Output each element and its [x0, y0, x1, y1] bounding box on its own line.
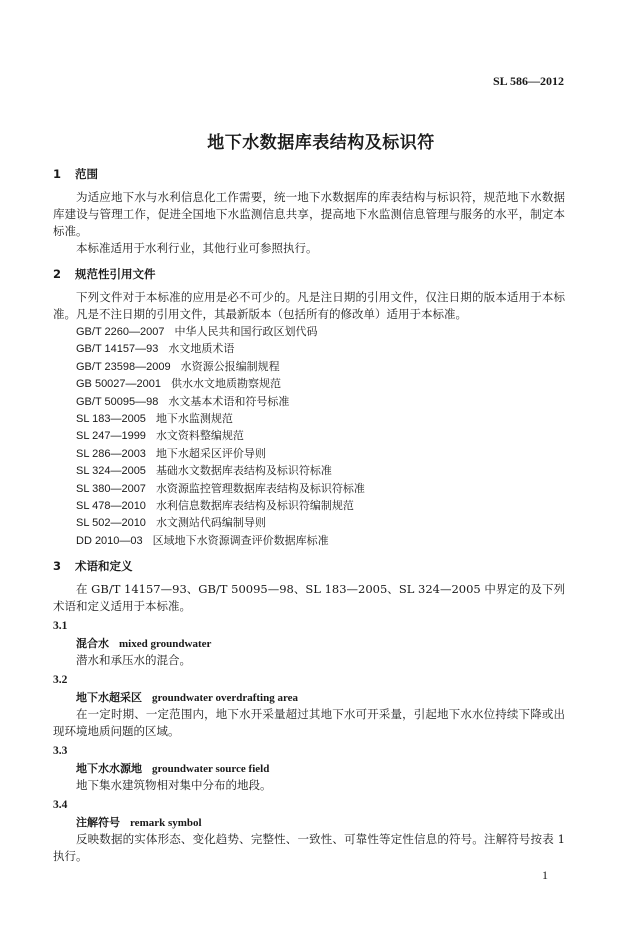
reference-name: 供水水文地质勘察规范 — [171, 377, 282, 391]
term-name — [53, 814, 565, 831]
term-name — [53, 689, 565, 706]
term-name-en: mixed groundwater — [119, 638, 212, 651]
reference-item — [53, 427, 565, 444]
reference-name: 水文基本术语和符号标准 — [168, 394, 290, 408]
term-name — [53, 635, 565, 652]
reference-code: DD 2010—03 — [76, 534, 143, 547]
reference-code: SL 247—1999 — [76, 430, 146, 443]
standard-code: SL 586—2012 — [492, 74, 564, 88]
section-number: 3 — [53, 559, 62, 574]
reference-item — [53, 358, 565, 375]
reference-item — [53, 497, 565, 514]
reference-code: GB/T 14157—93 — [76, 343, 159, 356]
reference-code: SL 502—2010 — [76, 517, 146, 530]
reference-name: 地下水超采区评价导则 — [155, 446, 266, 460]
term-name-cn: 注解符号 — [76, 816, 120, 830]
scope-paragraph: 为适应地下水与水利信息化工作需要，统一地下水数据库的库表结构与标识符，规范地下水数据库建设与管理工作，促进全国地下水监测信息共享，提高地下水监测信息管理与服务的水平，制定本标准。 — [53, 190, 565, 238]
term-name-en: remark symbol — [130, 817, 202, 830]
reference-item — [53, 340, 565, 357]
reference-name: 水利信息数据库表结构及标识符编制规范 — [155, 498, 354, 512]
reference-item — [53, 514, 565, 531]
reference-item — [53, 532, 565, 549]
reference-code: SL 380—2007 — [76, 482, 146, 495]
reference-name: 水文测站代码编制导则 — [155, 516, 266, 530]
term-name-cn: 混合水 — [76, 637, 109, 651]
term-definition: 反映数据的实体形态、变化趋势、完整性、一致性、可靠性等定性信息的符号。注解符号按表 1 执行。 — [53, 832, 565, 864]
reference-item — [53, 445, 565, 462]
reference-code: GB/T 23598—2009 — [76, 360, 171, 373]
references-intro: 下列文件对于本标准的应用是必不可少的。凡是注日期的引用文件，仅注日期的版本适用于本标准。凡是不注日期的引用文件，其最新版本（包括所有的修改单）适用于本标准。 — [53, 290, 565, 321]
reference-item — [53, 462, 565, 479]
reference-name: 区域地下水资源调查评价数据库标准 — [152, 533, 329, 547]
term-name-cn: 地下水超采区 — [76, 691, 142, 705]
section-number: 1 — [53, 167, 62, 181]
section-heading-references — [53, 266, 565, 283]
term-number: 3.4 — [53, 799, 68, 812]
reference-name: 水资源公报编制规程 — [180, 359, 280, 373]
term-name — [53, 760, 565, 777]
term-name-en: groundwater overdrafting area — [152, 692, 299, 705]
section-title: 范围 — [75, 167, 98, 181]
reference-code: SL 286—2003 — [76, 447, 146, 460]
reference-name: 基础水文数据库表结构及标识符标准 — [155, 464, 332, 478]
reference-name: 中华人民共和国行政区划代码 — [174, 325, 318, 338]
reference-item — [53, 375, 565, 392]
document-body — [53, 166, 565, 865]
scope-applicability: 本标准适用于水利行业，其他行业可参照执行。 — [76, 241, 318, 255]
reference-code: SL 478—2010 — [76, 499, 146, 512]
reference-name: 水文地质术语 — [168, 342, 235, 356]
reference-list — [53, 323, 565, 549]
reference-item — [53, 410, 565, 427]
reference-code: GB/T 50095—98 — [76, 395, 159, 408]
term-number: 3.3 — [53, 745, 68, 758]
section-heading-scope — [53, 166, 565, 183]
reference-name: 水文资料整编规范 — [155, 429, 244, 443]
reference-name: 地下水监测规范 — [155, 411, 233, 425]
reference-name: 水资源监控管理数据库表结构及标识符标准 — [155, 481, 365, 495]
term-definition: 在一定时期、一定范围内，地下水开采量超过其地下水可开采量，引起地下水水位持续下降或出现环境地质问题的区域。 — [53, 707, 565, 739]
reference-item — [53, 323, 565, 340]
terms-intro: 在 GB/T 14157—93、GB/T 50095—98、SL 183—2005、SL 324—2005 中界定的及下列术语和定义适用于本标准。 — [53, 582, 565, 614]
term-name-en: groundwater source field — [152, 763, 270, 776]
section-title: 术语和定义 — [75, 559, 133, 574]
reference-item — [53, 480, 565, 497]
reference-code: GB 50027—2001 — [76, 378, 162, 391]
reference-code: SL 183—2005 — [76, 412, 146, 425]
term-definition: 地下集水建筑物相对集中分布的地段。 — [76, 778, 272, 793]
section-title: 规范性引用文件 — [75, 267, 156, 281]
section-number: 2 — [53, 267, 62, 281]
term-definition: 潜水和承压水的混合。 — [76, 653, 191, 668]
term-name-cn: 地下水水源地 — [76, 762, 142, 776]
page-number: 1 — [542, 868, 548, 882]
reference-code: SL 324—2005 — [76, 465, 146, 478]
reference-item — [53, 393, 565, 410]
document-title: 地下水数据库表结构及标识符 — [207, 133, 435, 153]
term-number: 3.2 — [53, 674, 68, 687]
section-heading-terms — [53, 558, 565, 575]
reference-code: GB/T 2260—2007 — [76, 326, 165, 338]
term-number: 3.1 — [53, 620, 68, 633]
